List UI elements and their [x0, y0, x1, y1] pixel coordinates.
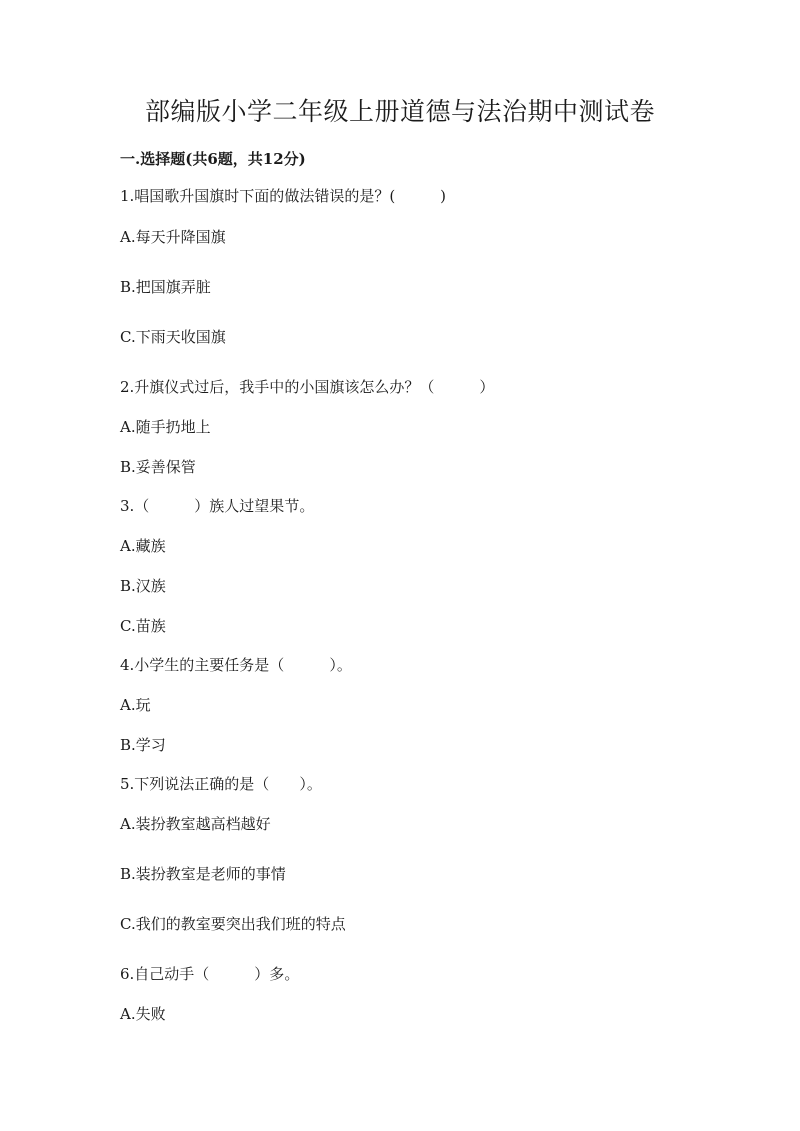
question-3-option-b: B.汉族	[120, 577, 166, 595]
question-1-option-a: A.每天升降国旗	[120, 228, 226, 246]
question-3-stem: 3.（ ）族人过望果节。	[120, 497, 315, 515]
question-4-option-b: B.学习	[120, 736, 166, 754]
question-5-option-b: B.装扮教室是老师的事情	[120, 865, 286, 883]
question-1-option-c: C.下雨天收国旗	[120, 328, 226, 346]
question-2-option-a: A.随手扔地上	[120, 418, 211, 436]
question-4-stem: 4.小学生的主要任务是（ ）。	[120, 656, 352, 674]
question-6-stem: 6.自己动手（ ）多。	[120, 965, 300, 983]
question-3-option-c: C.苗族	[120, 617, 166, 635]
question-6-option-a: A.失败	[120, 1005, 166, 1023]
page-title: 部编版小学二年级上册道德与法治期中测试卷	[144, 97, 655, 126]
question-5-stem: 5.下列说法正确的是（ ）。	[120, 775, 322, 793]
question-4-option-a: A.玩	[120, 696, 151, 714]
section-heading: 一.选择题(共6题，共12分)	[120, 150, 306, 168]
question-1-stem: 1.唱国歌升国旗时下面的做法错误的是？( )	[120, 187, 447, 205]
question-2-option-b: B.妥善保管	[120, 458, 196, 476]
question-3-option-a: A.藏族	[120, 537, 166, 555]
question-5-option-c: C.我们的教室要突出我们班的特点	[120, 915, 346, 933]
question-1-option-b: B.把国旗弄脏	[120, 278, 211, 296]
question-5-option-a: A.装扮教室越高档越好	[120, 815, 271, 833]
question-2-stem: 2.升旗仪式过后，我手中的小国旗该怎么办？（ ）	[120, 378, 495, 396]
